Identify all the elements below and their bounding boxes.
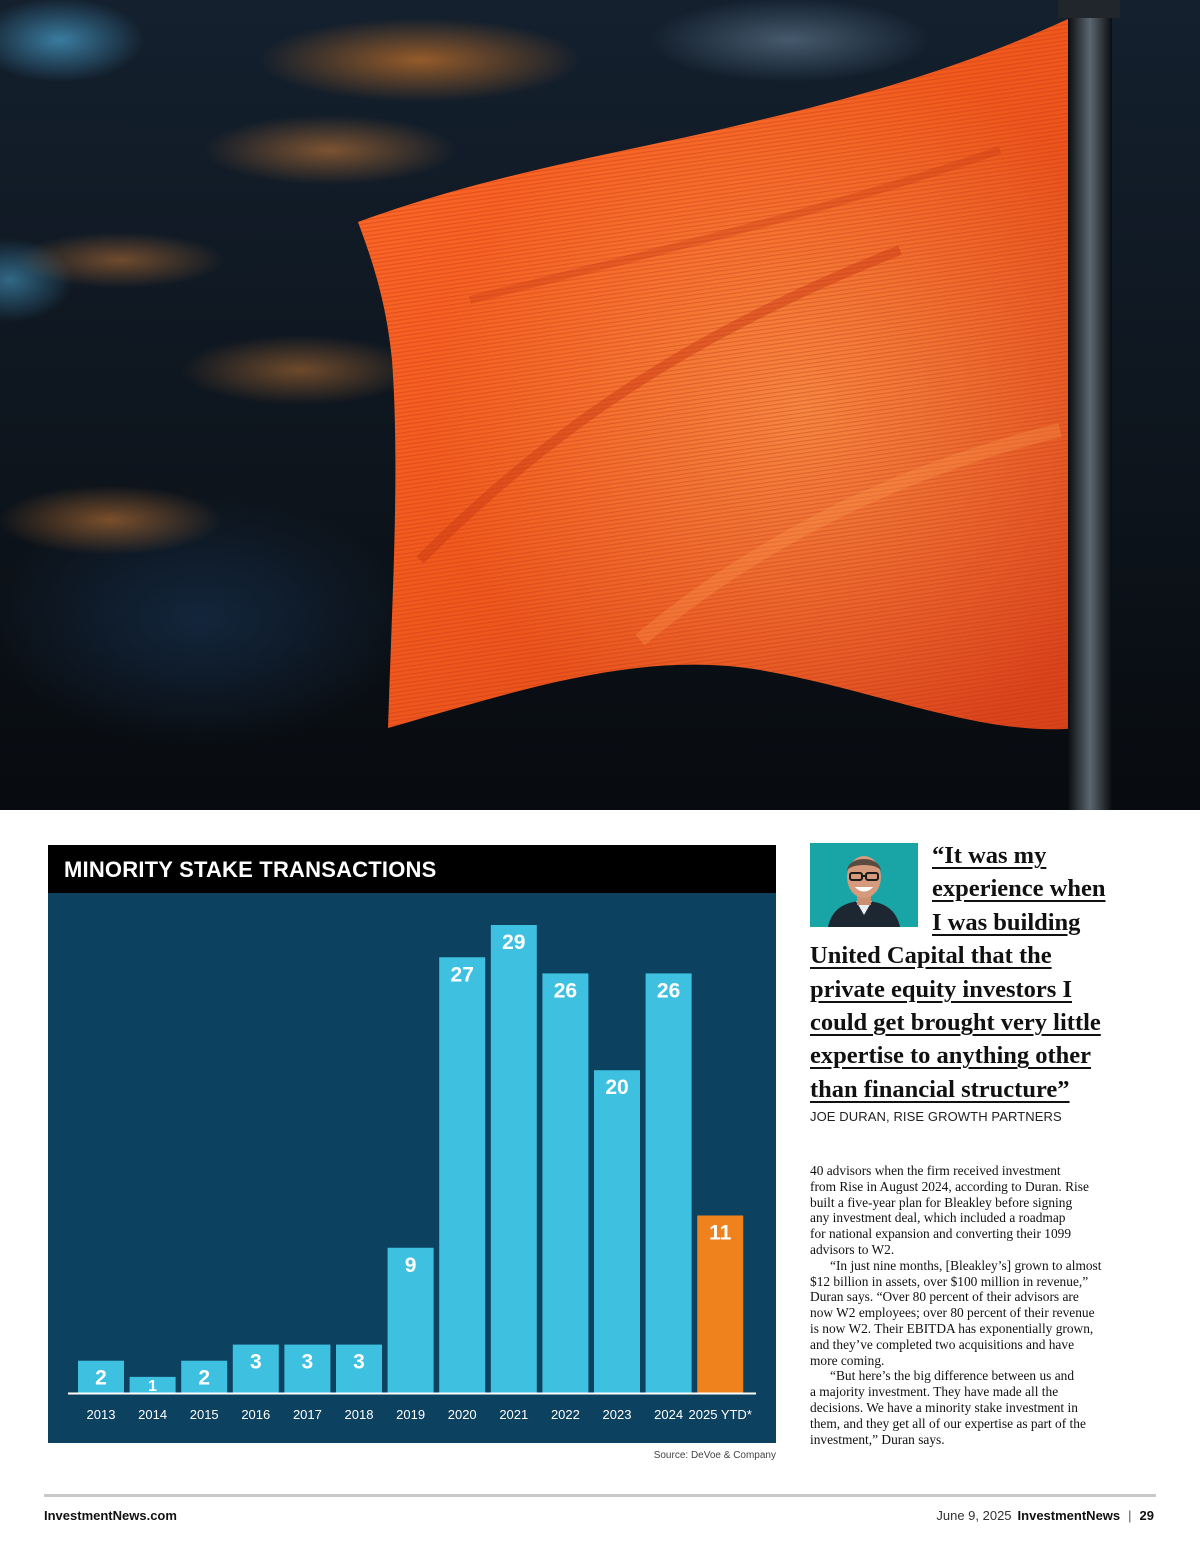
minority-stake-chart (48, 845, 776, 1443)
x-tick-label: 2018 (344, 1407, 374, 1422)
bar-value-label: 1 (148, 1378, 158, 1395)
chart-header (48, 845, 776, 893)
article-line: more coming. (810, 1352, 885, 1368)
bar-value-label: 3 (301, 1350, 314, 1374)
chart-source: Source: DeVoe & Company (653, 1450, 776, 1461)
publication-name: InvestmentNews (1017, 1508, 1121, 1523)
chart-title: MINORITY STAKE TRANSACTIONS (64, 857, 437, 882)
x-tick-label: 2023 (602, 1407, 632, 1422)
page-number: 29 (1139, 1508, 1154, 1523)
article-line: now W2 employees; over 80 percent of their revenue (810, 1305, 1095, 1321)
x-tick-label: 2017 (292, 1407, 322, 1422)
article-line: “But here’s the big difference between us and (830, 1368, 1075, 1384)
bar-value-label: 3 (353, 1350, 365, 1374)
x-tick-label: 2024 (654, 1407, 684, 1422)
article-line: for national expansion and converting their 1099 (810, 1226, 1072, 1242)
footer-site-link[interactable]: InvestmentNews.com (44, 1508, 177, 1523)
pull-quote (810, 839, 1160, 1106)
bar-value-label: 2 (95, 1366, 107, 1390)
article-line: built a five-year plan for Bleakley before signing (810, 1194, 1073, 1210)
quote-line: expertise to anything other (810, 1042, 1092, 1070)
x-tick-label: 2020 (447, 1407, 477, 1422)
article-line: advisors to W2. (810, 1241, 895, 1257)
quote-line: I was building (932, 908, 1081, 936)
quote-line: could get brought very little (810, 1009, 1101, 1037)
x-tick-label: 2019 (396, 1407, 426, 1422)
article-line: decisions. We have a minority stake investment in (810, 1399, 1078, 1415)
x-tick-label: 2022 (550, 1407, 580, 1422)
x-tick-label: 2021 (499, 1407, 529, 1422)
bar-value-label: 2 (198, 1366, 211, 1390)
article-line: a majority investment. They have made all the (810, 1384, 1059, 1400)
x-tick-label: 2016 (241, 1407, 271, 1422)
x-tick-label: 2025 YTD* (688, 1407, 752, 1422)
folio-separator: | (1128, 1508, 1132, 1523)
quote-line: than financial structure” (810, 1075, 1070, 1103)
footer-folio (936, 1508, 1154, 1523)
footer-rule (44, 1494, 1156, 1497)
article-line: from Rise in August 2024, according to Duran. Rise (810, 1178, 1089, 1194)
article-body (810, 1163, 1160, 1447)
article-line: 40 advisors when the firm received investment (810, 1163, 1061, 1178)
bar-value-label: 26 (553, 979, 578, 1003)
bar-value-label: 26 (656, 979, 681, 1003)
bar-value-label: 9 (404, 1253, 417, 1277)
article-line: any investment deal, which included a roadmap (810, 1210, 1066, 1226)
bar-value-label: 27 (450, 963, 474, 987)
bar-value-label: 3 (249, 1350, 262, 1374)
article-line: is now W2. Their EBITDA has exponentially grown, (810, 1320, 1094, 1336)
x-tick-label: 2013 (86, 1407, 116, 1422)
x-tick-label: 2014 (138, 1407, 168, 1422)
article-line: them, and they get all of our expertise as part of the (810, 1415, 1086, 1431)
article-line: investment,” Duran says. (810, 1431, 945, 1447)
issue-date: June 9, 2025 (936, 1508, 1012, 1523)
quote-attribution: JOE DURAN, RISE GROWTH PARTNERS (810, 1109, 1062, 1124)
quote-line: “It was my (932, 842, 1047, 869)
bar-2022 (542, 973, 588, 1393)
quote-line: experience when (932, 875, 1106, 903)
bar-2024 (646, 973, 692, 1393)
quote-line: private equity investors I (810, 975, 1072, 1003)
bar-2021 (491, 925, 537, 1393)
bar-value-label: 29 (502, 931, 526, 954)
bar-value-label: 20 (605, 1076, 629, 1100)
article-line: $12 billion in assets, over $100 million in revenue,” (810, 1273, 1089, 1289)
quote-line: United Capital that the (810, 942, 1052, 970)
x-tick-label: 2015 (189, 1407, 219, 1422)
article-line: “In just nine months, [Bleakley’s] grown to almost (830, 1257, 1102, 1273)
bar-chart-plot (48, 893, 776, 1443)
bar-value-label: 11 (709, 1221, 732, 1245)
article-line: Duran says. “Over 80 percent of their advisors are (810, 1289, 1079, 1305)
bar-2023 (594, 1070, 640, 1393)
bar-2020 (439, 957, 485, 1393)
article-line: and they’ve completed two acquisitions and have (810, 1336, 1075, 1352)
